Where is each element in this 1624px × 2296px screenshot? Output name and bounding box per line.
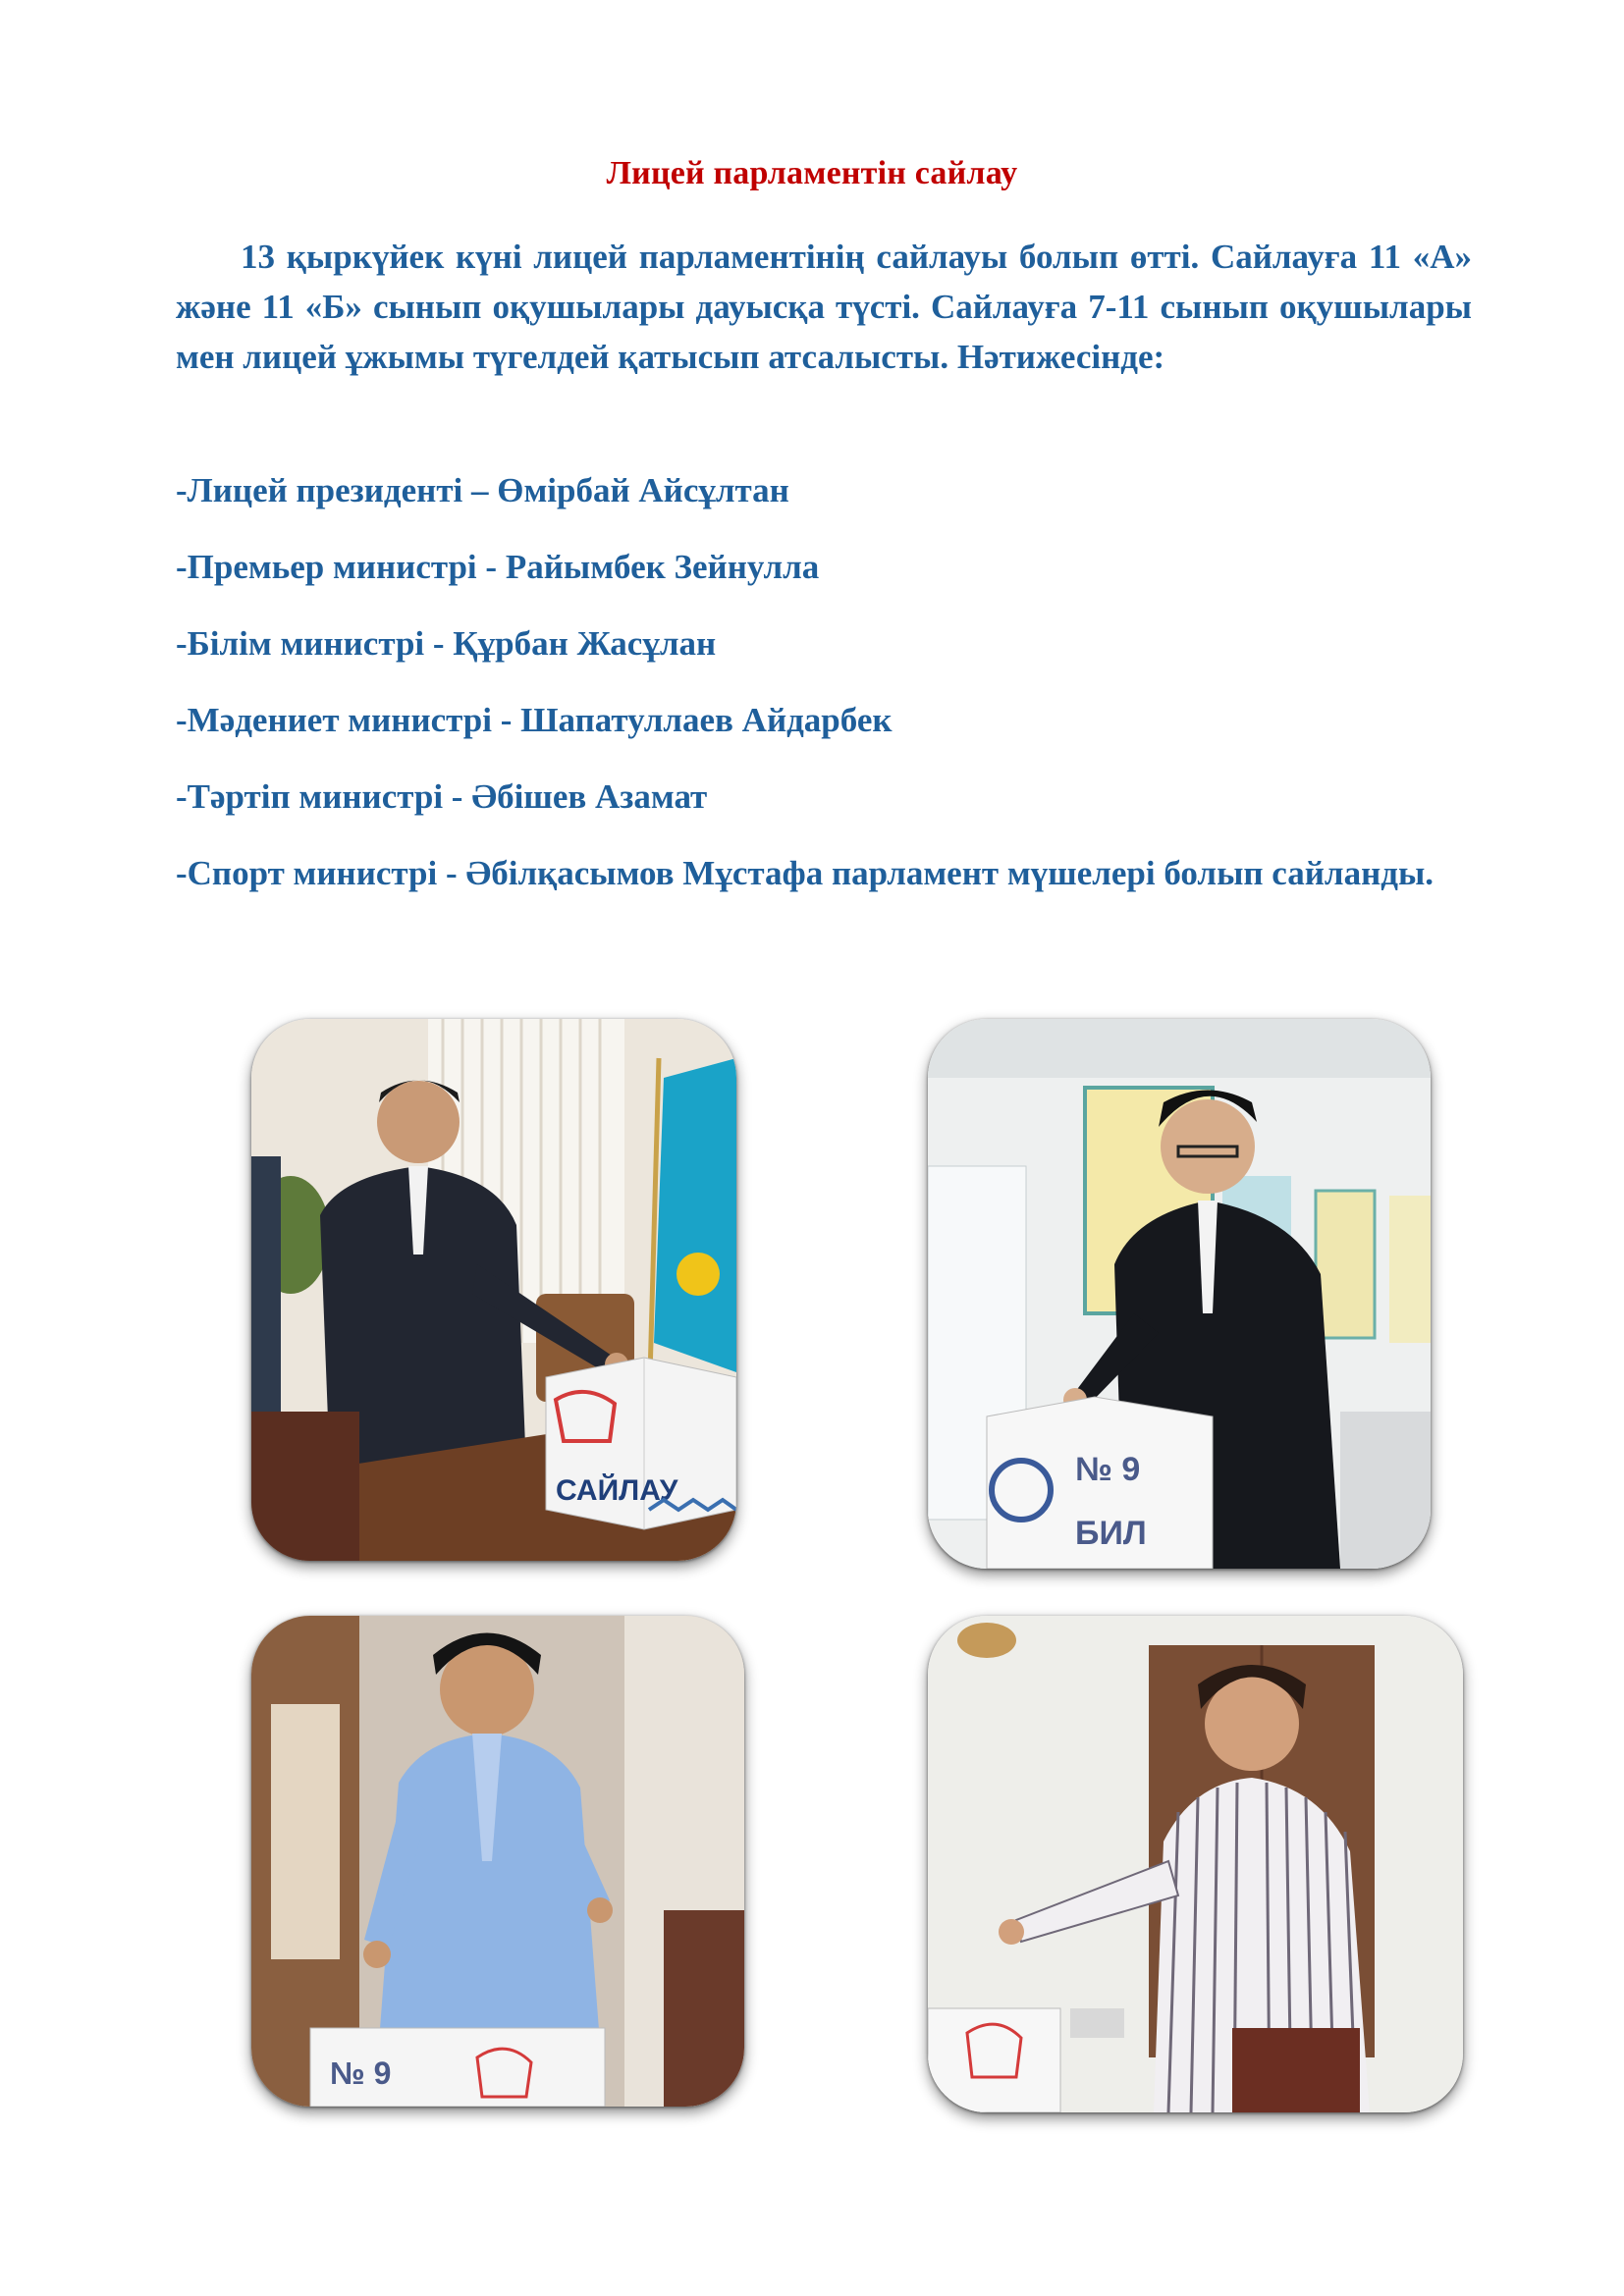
role-education-minister: -Білім министрі - Құрбан Жасұлан <box>176 624 717 663</box>
role-discipline-minister: -Тәртіп министрі - Әбішев Азамат <box>176 777 708 816</box>
photo-woman-blue-coat-voting <box>251 1616 744 2107</box>
photo-student-voting <box>928 1019 1431 1569</box>
ballot-box-number: № 9 <box>330 2056 392 2091</box>
roles-list <box>176 467 1472 927</box>
role-culture-minister: -Мәдениет министрі - Шапатуллаев Айдарбек <box>176 701 893 739</box>
ballot-box-label: БИЛ <box>1075 1515 1147 1552</box>
intro-paragraph <box>176 232 1472 382</box>
role-president: -Лицей президенті – Өмірбай Айсұлтан <box>176 471 789 509</box>
photo-woman-striped-shirt-voting <box>928 1616 1463 2112</box>
role-sport-minister: -Спорт министрі - Әбілқасымов Мұстафа парламент мүшелері болып сайланды. <box>176 854 1435 892</box>
role-prime-minister: -Премьер министрі - Райымбек Зейнулла <box>176 548 820 586</box>
intro-text: 13 қыркүйек күні лицей парламентінің сайлауы болып өтті. Сайлауға 11 «А» және 11 «Б» сынып оқушылары дауысқа түсті. Сайлауға 7-11 сынып оқушылары мен лицей ұжымы түгелдей қатысып атсалысты. Нәтижесінде: <box>176 238 1472 376</box>
photo-man-voting-flag <box>251 1019 736 1561</box>
page-title: Лицей парламентін сайлау <box>606 155 1018 191</box>
ballot-box-number: № 9 <box>1075 1451 1141 1488</box>
ballot-box-label: САЙЛАУ <box>556 1474 678 1507</box>
